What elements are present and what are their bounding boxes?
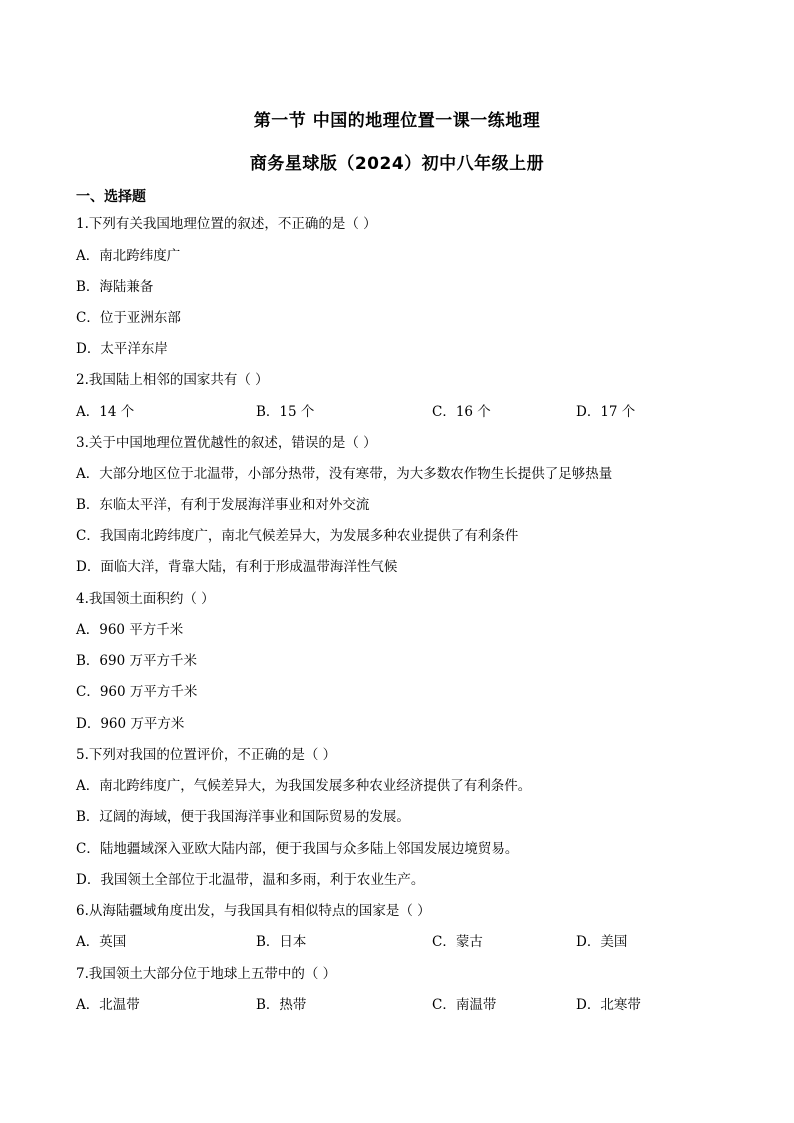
question-4-option-c: C．960 万平方千米 [76, 684, 198, 700]
question-7-option-c: C．南温带 [432, 997, 497, 1013]
question-5-option-a: A．南北跨纬度广，气候差异大，为我国发展多种农业经济提供了有利条件。 [76, 778, 532, 794]
question-5-stem: 5.下列对我国的位置评价，不正确的是（ ） [76, 747, 337, 763]
section-heading: 一、选择题 [76, 189, 146, 205]
question-4-option-b: B．690 万平方千米 [76, 653, 197, 669]
question-7-option-d: D．北寒带 [576, 997, 641, 1013]
question-2-option-d: D．17 个 [576, 404, 636, 420]
question-7-option-a: A．北温带 [76, 997, 140, 1013]
question-5-option-c: C．陆地疆域深入亚欧大陆内部，便于我国与众多陆上邻国发展边境贸易。 [76, 841, 519, 857]
question-2-option-c: C．16 个 [432, 404, 491, 420]
question-6-option-c: C．蒙古 [432, 934, 483, 950]
question-7-stem: 7.我国领土大部分位于地球上五带中的（ ） [76, 966, 337, 982]
question-7-option-b: B．热带 [256, 997, 307, 1013]
question-6-stem: 6.从海陆疆域角度出发，与我国具有相似特点的国家是（ ） [76, 903, 431, 919]
question-1-option-b: B．海陆兼备 [76, 279, 154, 295]
question-1-option-d: D．太平洋东岸 [76, 341, 168, 357]
question-3-option-d: D．面临大洋，背靠大陆，有利于形成温带海洋性气候 [76, 559, 398, 575]
document-subtitle: 商务星球版（2024）初中八年级上册 [249, 154, 545, 174]
question-2-option-a: A．14 个 [76, 404, 135, 420]
question-3-stem: 3.关于中国地理位置优越性的叙述，错误的是（ ） [76, 435, 377, 451]
question-6-option-d: D．美国 [576, 934, 628, 950]
question-6-option-b: B．日本 [256, 934, 307, 950]
question-2-option-b: B．15 个 [256, 404, 315, 420]
question-3-option-b: B．东临太平洋，有利于发展海洋事业和对外交流 [76, 497, 370, 513]
question-2-stem: 2.我国陆上相邻的国家共有（ ） [76, 372, 269, 388]
question-6-option-a: A．英国 [76, 934, 127, 950]
question-4-stem: 4.我国领土面积约（ ） [76, 591, 215, 607]
question-4-option-a: A．960 平方千米 [76, 622, 184, 638]
question-1-option-a: A．南北跨纬度广 [76, 248, 181, 264]
document-title: 第一节 中国的地理位置一课一练地理 [253, 111, 541, 131]
question-1-option-c: C．位于亚洲东部 [76, 310, 181, 326]
question-5-option-b: B．辽阔的海域，便于我国海洋事业和国际贸易的发展。 [76, 809, 410, 825]
question-5-option-d: D．我国领土全部位于北温带，温和多雨，利于农业生产。 [76, 872, 425, 888]
question-1-stem: 1.下列有关我国地理位置的叙述，不正确的是（ ） [76, 216, 377, 232]
question-3-option-c: C．我国南北跨纬度广，南北气候差异大，为发展多种农业提供了有利条件 [76, 528, 519, 544]
question-3-option-a: A．大部分地区位于北温带，小部分热带，没有寒带，为大多数农作物生长提供了足够热量 [76, 466, 613, 482]
question-4-option-d: D．960 万平方米 [76, 716, 185, 732]
